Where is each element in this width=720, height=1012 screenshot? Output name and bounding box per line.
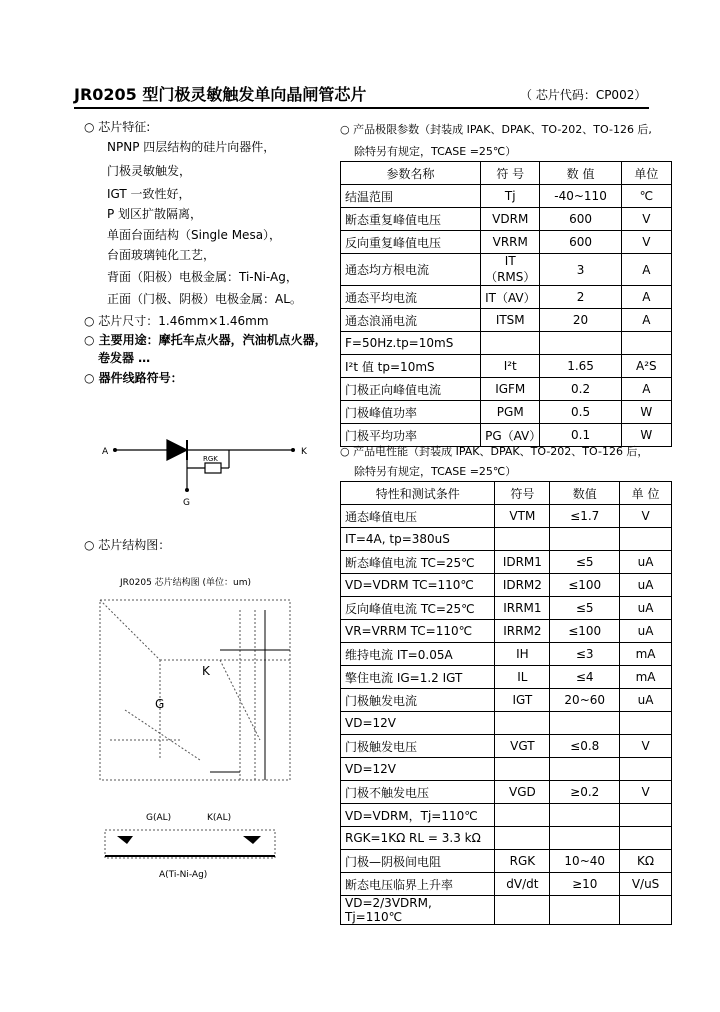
char-condition: VR=VRRM TC=110℃ [341,620,495,643]
param-symbol: IT（RMS） [481,254,540,286]
column-header: 单位 [621,162,671,185]
characteristics-table [340,481,672,925]
char-condition: RGK=1KΩ RL = 3.3 kΩ [341,827,495,850]
param-value: 600 [540,231,621,254]
table-row [341,689,672,712]
char-value: ≤3 [550,643,620,666]
column-header: 符号 [495,482,550,505]
table-row [341,208,672,231]
char-symbol [495,827,550,850]
param-name: 通态浪涌电流 [341,309,481,332]
char-value: ≥0.2 [550,781,620,804]
param-name: 结温范围 [341,185,481,208]
char-value: ≤100 [550,574,620,597]
char-value: ≤1.7 [550,505,620,528]
char-condition: VD=2/3VDRM, Tj=110℃ [341,896,495,925]
char-symbol [495,804,550,827]
param-unit: A²S [621,355,671,378]
char-condition: 门极触发电压 [341,735,495,758]
param-unit: W [621,401,671,424]
char-unit: V [620,505,672,528]
param-name: I²t 值 tp=10mS [341,355,481,378]
char-symbol: dV/dt [495,873,550,896]
char-symbol [495,712,550,735]
limits-table [340,161,672,447]
char-symbol [495,528,550,551]
param-symbol: VRRM [481,231,540,254]
structure-caption: JR0205 芯片结构图 (单位：um) [120,578,252,588]
char-unit: V [620,781,672,804]
param-symbol: IT（AV） [481,286,540,309]
char-symbol: IDRM2 [495,574,550,597]
char-symbol: IRRM1 [495,597,550,620]
rgk-label: RGK [203,455,218,463]
table-row [341,712,672,735]
table-row [341,231,672,254]
char-symbol: VTM [495,505,550,528]
char-condition: 断态电压临界上升率 [341,873,495,896]
char-value: ≤0.8 [550,735,620,758]
symbol-heading: ○ 器件线路符号： [84,371,183,385]
char-condition: 擎住电流 IG=1.2 IGT [341,666,495,689]
table-row [341,827,672,850]
column-header: 参数名称 [341,162,481,185]
param-name: 通态平均电流 [341,286,481,309]
param-unit: W [621,424,671,447]
char-unit: uA [620,689,672,712]
gate-label: G [183,498,190,508]
table-row [341,355,672,378]
table-row [341,758,672,781]
page-title: JR0205 型门极灵敏触发单向晶闸管芯片 [74,85,367,104]
feature-line: 台面玻璃钝化工艺， [107,248,216,262]
param-value: -40~110 [540,185,621,208]
table-row [341,401,672,424]
table-row [341,643,672,666]
char-symbol: IL [495,666,550,689]
char-value: 10~40 [550,850,620,873]
table-row [341,254,672,286]
param-unit: A [621,286,671,309]
feature-line: 单面台面结构（Single Mesa）， [107,228,282,242]
column-header: 符 号 [481,162,540,185]
param-unit: ℃ [621,185,671,208]
char-condition: 门极触发电流 [341,689,495,712]
structure-g-label: G [155,697,165,711]
char-condition: VD=VDRM TC=110℃ [341,574,495,597]
param-value: 20 [540,309,621,332]
param-unit [621,332,671,355]
a-metal-label: A(Ti-Ni-Ag) [159,870,208,880]
char-unit: V [620,735,672,758]
table-row [341,781,672,804]
characteristics-heading: 除特另有规定，TCASE =25℃） [354,465,517,478]
param-value [540,332,621,355]
param-symbol: ITSM [481,309,540,332]
param-symbol: VDRM [481,208,540,231]
char-value [550,712,620,735]
char-value [550,528,620,551]
char-condition: VD=VDRM，Tj=110℃ [341,804,495,827]
param-name: 门极峰值功率 [341,401,481,424]
char-condition: 门极不触发电压 [341,781,495,804]
table-row [341,666,672,689]
table-header-row [341,162,672,185]
param-name: 断态重复峰值电压 [341,208,481,231]
char-value [550,804,620,827]
char-value: 20~60 [550,689,620,712]
table-row [341,551,672,574]
limits-heading: ○ 产品极限参数（封装成 IPAK、DPAK、TO-202、TO-126 后, [340,123,652,136]
char-unit: uA [620,574,672,597]
param-value: 600 [540,208,621,231]
param-unit: A [621,378,671,401]
table-row [341,185,672,208]
char-value: ≤100 [550,620,620,643]
char-unit [620,804,672,827]
param-name: 门极平均功率 [341,424,481,447]
param-value: 0.5 [540,401,621,424]
char-unit: uA [620,597,672,620]
param-name: 通态均方根电流 [341,254,481,286]
limits-heading: 除特另有规定，TCASE =25℃） [354,145,517,158]
char-symbol: RGK [495,850,550,873]
chip-cross-section [103,826,283,862]
char-unit: V/uS [620,873,672,896]
cathode-label: K [301,447,307,457]
char-value: ≤4 [550,666,620,689]
char-unit [620,712,672,735]
table-row [341,309,672,332]
param-value: 2 [540,286,621,309]
char-unit [620,896,672,925]
param-name: 反向重复峰值电压 [341,231,481,254]
param-symbol: IGFM [481,378,540,401]
char-condition: 断态峰值电流 TC=25℃ [341,551,495,574]
feature-line: P 划区扩散隔离， [107,207,203,221]
feature-line: 正面（门极、阴极）电极金属：AL。 [107,292,302,306]
char-unit: mA [620,643,672,666]
table-row [341,378,672,401]
char-condition: 门极—阴极间电阻 [341,850,495,873]
feature-line: IGT 一致性好， [107,187,191,201]
param-unit: A [621,254,671,286]
param-symbol: PGM [481,401,540,424]
char-value [550,827,620,850]
param-name: F=50Hz.tp=10mS [341,332,481,355]
char-unit [620,758,672,781]
table-row [341,873,672,896]
char-unit: uA [620,551,672,574]
table-row [341,528,672,551]
table-row [341,620,672,643]
table-row [341,896,672,925]
param-symbol: PG（AV） [481,424,540,447]
usage-line: 卷发器 … [98,351,151,365]
char-condition: IT=4A, tp=380uS [341,528,495,551]
feature-line: 背面（阳极）电极金属：Ti-Ni-Ag， [107,270,298,284]
column-header: 数 值 [540,162,621,185]
chip-size: ○ 芯片尺寸：1.46mm×1.46mm [84,314,269,328]
char-condition: 反向峰值电流 TC=25℃ [341,597,495,620]
param-value: 3 [540,254,621,286]
char-condition: VD=12V [341,758,495,781]
char-unit: mA [620,666,672,689]
table-row [341,735,672,758]
k-al-label: K(AL) [207,813,232,823]
param-symbol: I²t [481,355,540,378]
char-value: ≤5 [550,551,620,574]
param-value: 0.2 [540,378,621,401]
param-symbol [481,332,540,355]
table-header-row [341,482,672,505]
char-condition: 维持电流 IT=0.05A [341,643,495,666]
char-symbol: IGT [495,689,550,712]
param-name: 门极正向峰值电流 [341,378,481,401]
param-unit: A [621,309,671,332]
structure-k-label: K [202,664,210,678]
param-value: 0.1 [540,424,621,447]
column-header: 单 位 [620,482,672,505]
param-unit: V [621,231,671,254]
structure-heading: ○ 芯片结构图： [84,538,171,552]
char-condition: VD=12V [341,712,495,735]
param-symbol: Tj [481,185,540,208]
char-value: ≥10 [550,873,620,896]
char-symbol: IH [495,643,550,666]
param-unit: V [621,208,671,231]
char-symbol [495,896,550,925]
usage-line: ○ 主要用途：摩托车点火器，汽油机点火器， [84,333,327,347]
anode-label: A [102,447,109,457]
char-value: ≤5 [550,597,620,620]
char-symbol: IDRM1 [495,551,550,574]
table-row [341,597,672,620]
char-value [550,896,620,925]
table-row [341,505,672,528]
char-unit [620,827,672,850]
table-row [341,850,672,873]
char-unit [620,528,672,551]
chip-code: （ 芯片代码：CP002） [520,88,647,102]
table-row [341,286,672,309]
title-rule [74,107,649,109]
feature-line: NPNP 四层结构的硅片向器件， [107,140,276,154]
table-row [341,574,672,597]
characteristics-heading: ○ 产品电性能（封装成 IPAK、DPAK、TO-202、TO-126 后， [340,445,649,458]
thyristor-symbol [95,430,325,510]
chip-structure-diagram [80,590,310,790]
table-row [341,804,672,827]
column-header: 数值 [550,482,620,505]
table-row [341,332,672,355]
char-value [550,758,620,781]
char-symbol: IRRM2 [495,620,550,643]
char-symbol [495,758,550,781]
char-symbol: VGD [495,781,550,804]
g-al-label: G(AL) [146,813,172,823]
column-header: 特性和测试条件 [341,482,495,505]
char-unit: uA [620,620,672,643]
feature-line: 门极灵敏触发， [107,164,192,178]
features-heading: ○ 芯片特征: [84,120,151,134]
char-unit: KΩ [620,850,672,873]
param-value: 1.65 [540,355,621,378]
char-symbol: VGT [495,735,550,758]
char-condition: 通态峰值电压 [341,505,495,528]
